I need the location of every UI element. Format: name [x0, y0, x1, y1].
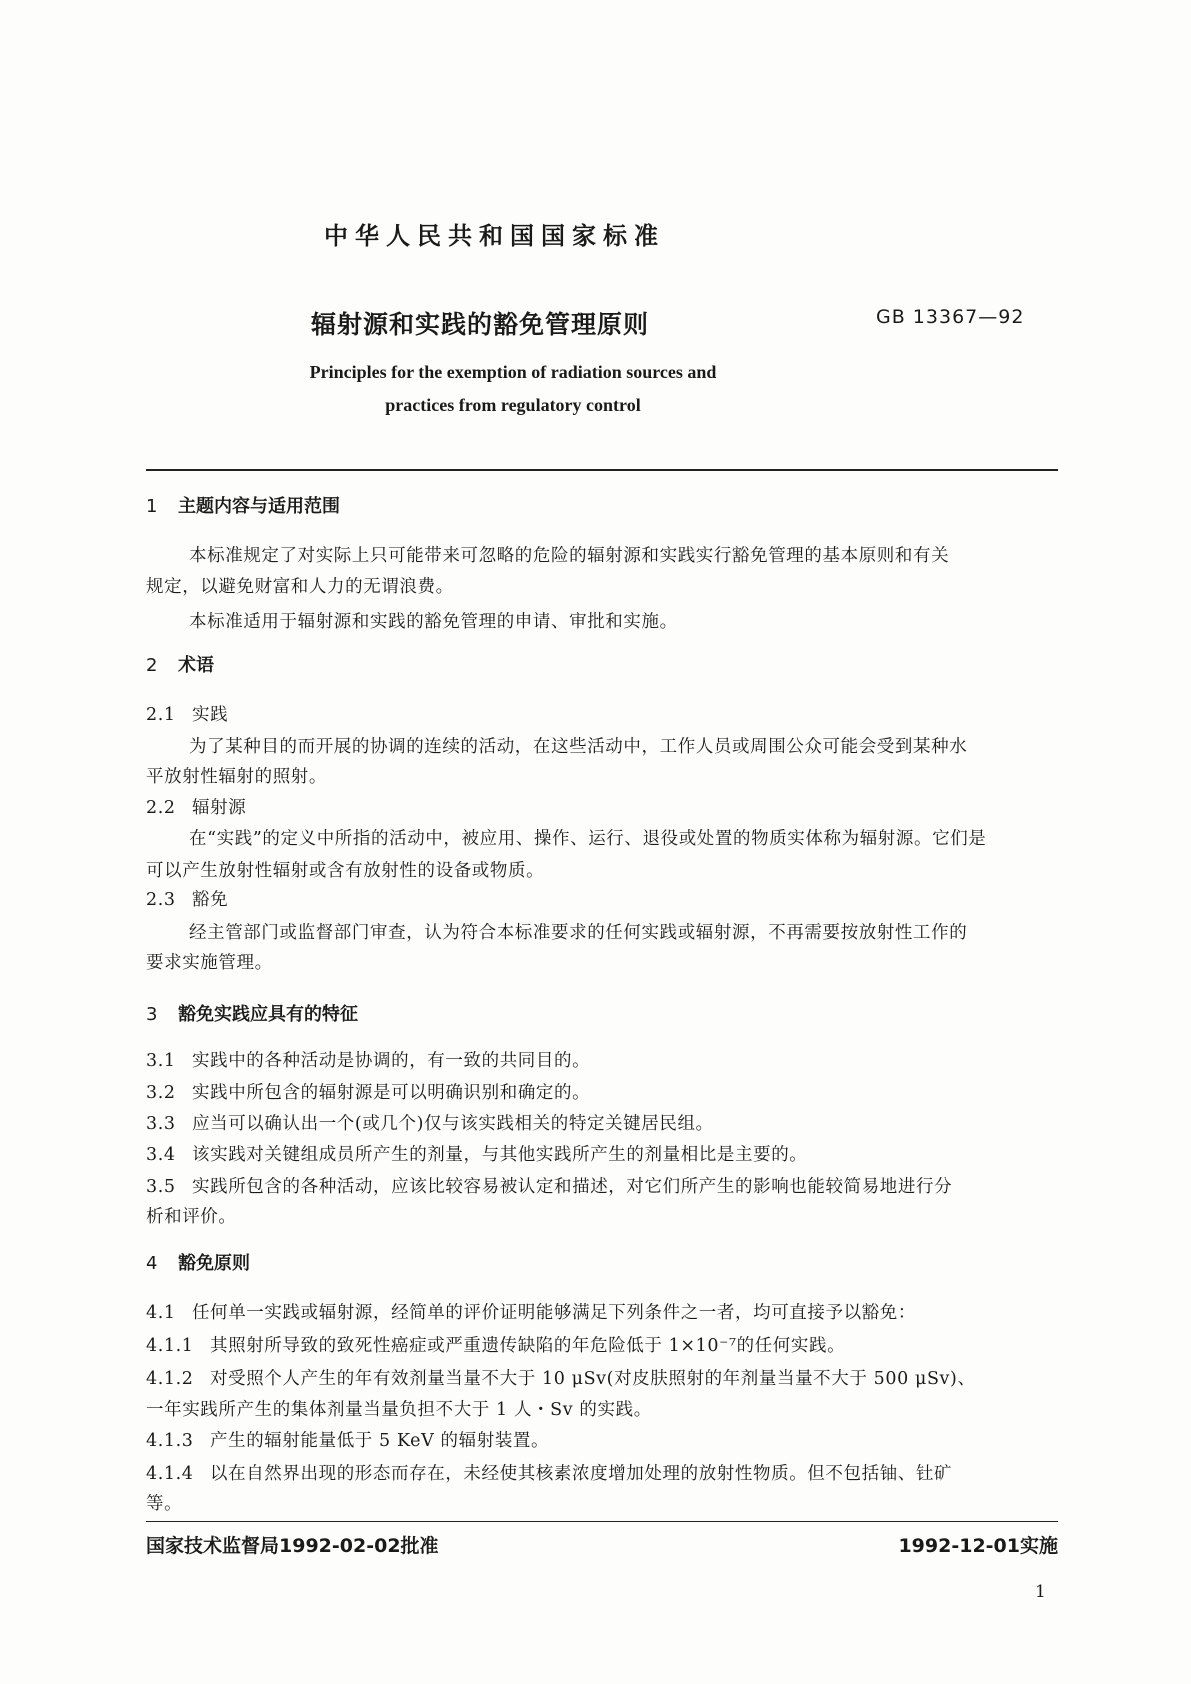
clause-4-1-2-line-1: 4.1.2 对受照个人产生的年有效剂量当量不大于 10 μSv(对皮肤照射的年剂量当量不大于 500 μSv)、 — [146, 1369, 976, 1389]
national-standard-header: 中华人民共和国国家标准 — [324, 222, 665, 250]
term-2-2-line-2: 可以产生放射性辐射或含有放射性的设备或物质。 — [146, 861, 545, 881]
footer-divider — [146, 1521, 1058, 1522]
section-2-heading: 2 术语 — [146, 655, 214, 676]
term-2-2-heading: 2.2 辐射源 — [146, 798, 247, 818]
term-2-1-line-2: 平放射性辐射的照射。 — [146, 767, 327, 787]
term-2-3-heading: 2.3 豁免 — [146, 890, 229, 910]
document-title: 辐射源和实践的豁免管理原则 — [311, 310, 650, 339]
section-3-heading: 3 豁免实践应具有的特征 — [146, 1004, 358, 1025]
standard-code: GB 13367—92 — [876, 306, 1025, 328]
clause-3-5-line-1: 3.5 实践所包含的各种活动，应该比较容易被认定和描述，对它们所产生的影响也能较简易地进行分 — [146, 1177, 953, 1197]
clause-4-1-4-line-2: 等。 — [146, 1494, 183, 1514]
approval-date: 国家技术监督局1992-02-02批准 — [146, 1535, 439, 1557]
section-1-paragraph-1-line-2: 规定，以避免财富和人力的无谓浪费。 — [146, 577, 454, 597]
clause-4-1: 4.1 任何单一实践或辐射源，经简单的评价证明能够满足下列条件之一者，均可直接予以豁免： — [146, 1303, 916, 1323]
effective-date: 1992-12-01实施 — [898, 1535, 1058, 1557]
section-1-paragraph-2: 本标准适用于辐射源和实践的豁免管理的申请、审批和实施。 — [189, 612, 678, 632]
section-1-heading: 1 主题内容与适用范围 — [146, 496, 340, 517]
term-2-2-line-1: 在“实践”的定义中所指的活动中，被应用、操作、运行、退役或处置的物质实体称为辐射源。它们是 — [189, 829, 987, 849]
page-number: 1 — [1035, 1582, 1046, 1602]
section-4-heading: 4 豁免原则 — [146, 1253, 250, 1274]
term-2-3-line-2: 要求实施管理。 — [146, 953, 273, 973]
clause-4-1-3: 4.1.3 产生的辐射能量低于 5 KeV 的辐射装置。 — [146, 1431, 550, 1451]
english-title-line-2: practices from regulatory control — [385, 395, 641, 415]
term-2-3-line-1: 经主管部门或监督部门审查，认为符合本标准要求的任何实践或辐射源，不再需要按放射性工作的 — [189, 923, 968, 943]
clause-4-1-4-line-1: 4.1.4 以在自然界出现的形态而存在，未经使其核素浓度增加处理的放射性物质。但不包括铀、钍矿 — [146, 1464, 953, 1484]
term-2-1-line-1: 为了某种目的而开展的协调的连续的活动，在这些活动中，工作人员或周围公众可能会受到某种水 — [189, 737, 968, 757]
clause-3-5-line-2: 析和评价。 — [146, 1207, 237, 1227]
clause-3-1: 3.1 实践中的各种活动是协调的，有一致的共同目的。 — [146, 1051, 591, 1071]
clause-3-3: 3.3 应当可以确认出一个(或几个)仅与该实践相关的特定关键居民组。 — [146, 1114, 714, 1134]
clause-3-4: 3.4 该实践对关键组成员所产生的剂量，与其他实践所产生的剂量相比是主要的。 — [146, 1145, 808, 1165]
term-2-1-heading: 2.1 实践 — [146, 705, 229, 725]
clause-3-2: 3.2 实践中所包含的辐射源是可以明确识别和确定的。 — [146, 1083, 591, 1103]
clause-4-1-1: 4.1.1 其照射所导致的致死性癌症或严重遗传缺陷的年危险低于 1×10⁻⁷的任何实践。 — [146, 1336, 846, 1356]
header-divider — [146, 469, 1058, 471]
english-title-line-1: Principles for the exemption of radiation sources and — [309, 362, 717, 382]
clause-4-1-2-line-2: 一年实践所产生的集体剂量当量负担不大于 1 人・Sv 的实践。 — [146, 1400, 652, 1420]
section-1-paragraph-1-line-1: 本标准规定了对实际上只可能带来可忽略的危险的辐射源和实践实行豁免管理的基本原则和有关 — [189, 546, 950, 566]
